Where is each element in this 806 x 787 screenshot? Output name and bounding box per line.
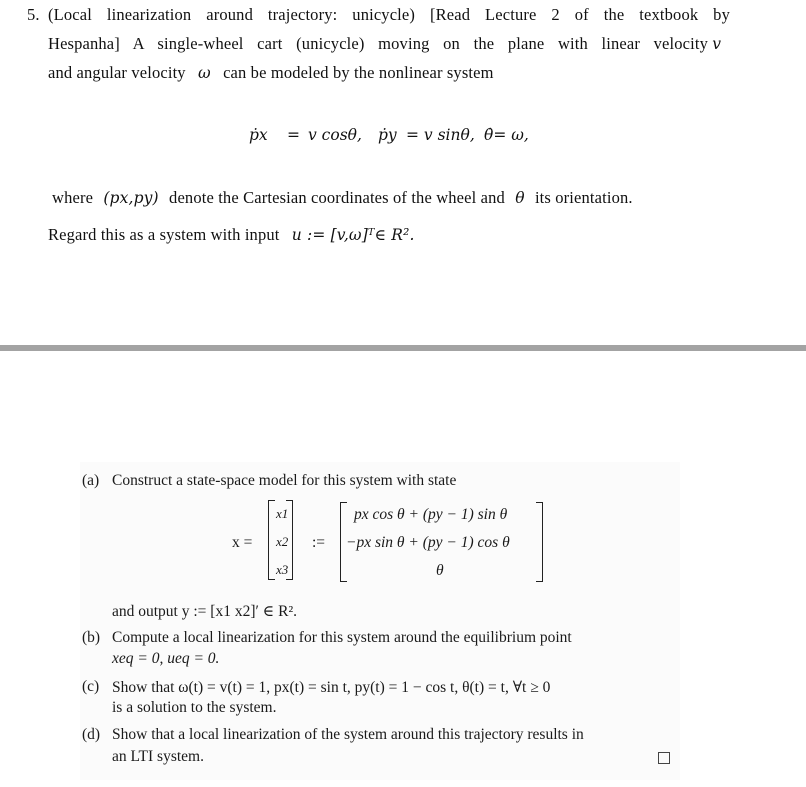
left-bracket-x bbox=[268, 500, 275, 580]
x2-entry: x2 bbox=[276, 534, 289, 549]
where-b: denote the Cartesian coordinates of the wheel and bbox=[169, 188, 505, 207]
var-omega: ω bbox=[197, 64, 211, 82]
defeq-sign: := bbox=[312, 534, 326, 551]
x3-entry: x3 bbox=[276, 562, 289, 577]
rhs-row-3: θ bbox=[436, 562, 444, 579]
right-bracket-rhs bbox=[536, 502, 543, 582]
where-line bbox=[52, 188, 633, 208]
part-c-text: Show that ω(t) = v(t) = 1, px(t) = sin t, py(t) = 1 − cos t, θ(t) = t, ∀t ≥ 0 bbox=[112, 679, 551, 696]
problem-title-line: (Local linearization around trajectory: unicycle) [Read Lecture 2 of the textbook by bbox=[48, 5, 730, 24]
part-d-text-2: an LTI system. bbox=[112, 748, 204, 765]
coords: (px,py) bbox=[103, 189, 159, 207]
rhs-row-2: −px sin θ + (py − 1) cos θ bbox=[346, 534, 510, 551]
var-v: v bbox=[712, 35, 722, 53]
problem-line-3a: and angular velocity bbox=[48, 63, 186, 82]
where-c: its orientation. bbox=[534, 188, 633, 207]
regard-a: Regard this as a system with input bbox=[48, 225, 280, 244]
part-b-text: Compute a local linearization for this system around the equilibrium point bbox=[112, 629, 572, 646]
part-d-text: Show that a local linearization of the system around this trajectory results in bbox=[112, 726, 584, 743]
theta-dot-eq: θ̇= ω, bbox=[484, 126, 529, 144]
var-theta: θ bbox=[515, 189, 525, 207]
section-divider bbox=[0, 345, 806, 351]
where-a: where bbox=[52, 188, 94, 207]
rhs-px: v cosθ, bbox=[308, 126, 362, 144]
x1-entry: x1 bbox=[276, 506, 289, 521]
problem-line-2 bbox=[48, 34, 730, 54]
rhs-py: = v sinθ, bbox=[406, 126, 475, 144]
part-a-label: (a) bbox=[82, 472, 100, 489]
textbook-excerpt bbox=[80, 462, 680, 780]
equals-1: = bbox=[287, 126, 300, 144]
part-c-label: (c) bbox=[82, 678, 100, 695]
input-def: u := [v,ω]ᵀ∈ R². bbox=[291, 226, 415, 244]
regard-line bbox=[48, 225, 415, 245]
px-dot: ṗx bbox=[249, 126, 268, 144]
part-a-text: Construct a state-space model for this system with state bbox=[112, 472, 457, 489]
problem-number: 5. bbox=[27, 5, 40, 24]
py-dot: ṗy bbox=[378, 126, 397, 144]
rhs-row-1: px cos θ + (py − 1) sin θ bbox=[354, 506, 508, 523]
problem-line-3b: can be modeled by the nonlinear system bbox=[223, 63, 494, 82]
problem-line-3 bbox=[48, 63, 494, 83]
problem-line-2-text: Hespanha] A single-wheel cart (unicycle) moving on the plane with linear velocity bbox=[48, 34, 708, 53]
part-b-text-2: xeq = 0, ueq = 0. bbox=[112, 650, 220, 667]
part-c-text-2: is a solution to the system. bbox=[112, 699, 277, 716]
part-b-label: (b) bbox=[82, 629, 101, 646]
qed-square-icon bbox=[658, 752, 670, 764]
output-line: and output y := [x1 x2]′ ∈ R². bbox=[112, 603, 297, 620]
x-equals: x = bbox=[232, 534, 253, 551]
part-d-label: (d) bbox=[82, 726, 101, 743]
